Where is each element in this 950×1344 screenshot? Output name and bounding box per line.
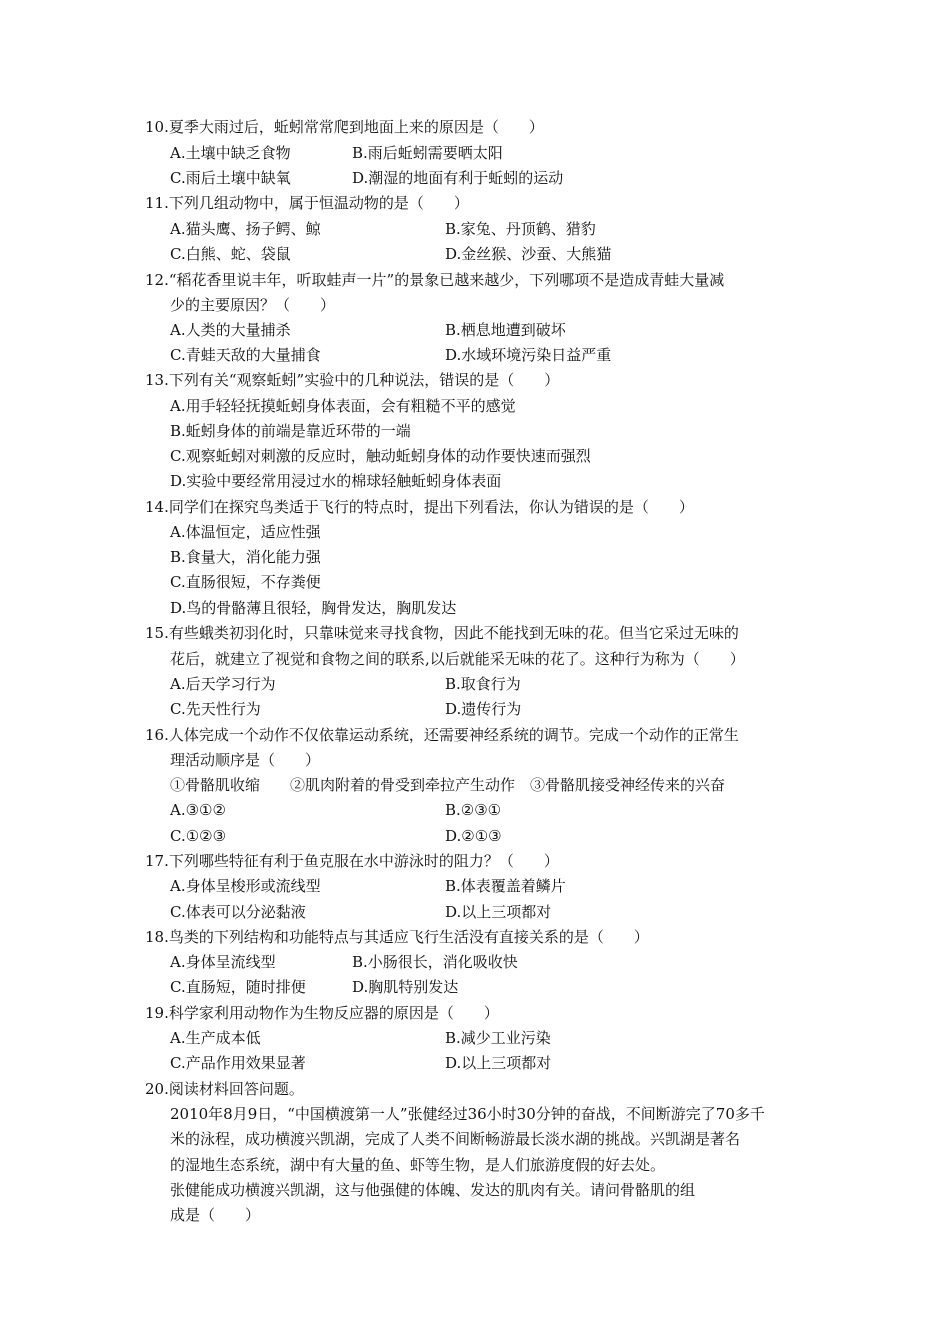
question-10-option-b: B.雨后蚯蚓需要晒太阳 xyxy=(352,144,503,162)
reading-material-line-2: 米的泳程，成功横渡兴凯湖，完成了人类不间断畅游最长淡水湖的挑战。兴凯湖是著名 xyxy=(170,1130,741,1148)
question-13-option-b: B.蚯蚓身体的前端是靠近环带的一端 xyxy=(170,422,411,440)
question-13-option-a: A.用手轻轻抚摸蚯蚓身体表面，会有粗糙不平的感觉 xyxy=(170,397,516,415)
question-11-option-b: B.家兔、丹顶鹤、猎豹 xyxy=(445,220,596,238)
question-14-stem: 14.同学们在探究鸟类适于飞行的特点时，提出下列看法，你认为错误的是（ ） xyxy=(145,498,694,516)
question-15-option-a: A.后天学习行为 xyxy=(170,675,276,693)
question-17-option-b: B.体表覆盖着鳞片 xyxy=(445,877,566,895)
question-17-option-c: C.体表可以分泌黏液 xyxy=(170,903,306,921)
question-15-stem-line-2: 花后，就建立了视觉和食物之间的联系,以后就能采无味的花了。这种行为称为（ ） xyxy=(170,650,745,668)
question-17-option-a: A.身体呈梭形或流线型 xyxy=(170,877,321,895)
question-19-option-a: A.生产成本低 xyxy=(170,1029,261,1047)
question-12-option-c: C.青蛙天敌的大量捕食 xyxy=(170,346,321,364)
question-13-option-d: D.实验中要经常用浸过水的棉球轻触蚯蚓身体表面 xyxy=(170,472,502,490)
question-16-sequence-items: ①骨骼肌收缩 ②肌肉附着的骨受到牵拉产生动作 ③骨骼肌接受神经传来的兴奋 xyxy=(170,776,726,794)
question-18-option-b: B.小肠很长，消化吸收快 xyxy=(352,953,518,971)
question-17-option-d: D.以上三项都对 xyxy=(445,903,552,921)
question-14-option-a: A.体温恒定，适应性强 xyxy=(170,523,321,541)
question-10-option-a: A.土壤中缺乏食物 xyxy=(170,144,291,162)
question-18-option-d: D.胸肌特别发达 xyxy=(352,978,459,996)
question-14-option-d: D.鸟的骨骼薄且很轻，胸骨发达，胸肌发达 xyxy=(170,599,457,617)
question-15-option-c: C.先天性行为 xyxy=(170,700,261,718)
reading-material-line-5: 成是（ ） xyxy=(170,1206,261,1224)
question-11-option-a: A.猫头鹰、扬子鳄、鲸 xyxy=(170,220,321,238)
question-19-option-c: C.产品作用效果显著 xyxy=(170,1054,306,1072)
question-16-option-d: D.②①③ xyxy=(445,827,502,845)
question-19-option-b: B.减少工业污染 xyxy=(445,1029,551,1047)
question-12-stem-line-1: 12.“稻花香里说丰年，听取蛙声一片”的景象已越来越少，下列哪项不是造成青蛙大量减 xyxy=(145,271,725,289)
question-18-option-c: C.直肠短，随时排便 xyxy=(170,978,306,996)
reading-material-line-4: 张健能成功横渡兴凯湖，这与他强健的体魄、发达的肌肉有关。请问骨骼肌的组 xyxy=(170,1181,696,1199)
question-15-option-b: B.取食行为 xyxy=(445,675,521,693)
reading-material-line-3: 的湿地生态系统，湖中有大量的鱼、虾等生物，是人们旅游度假的好去处。 xyxy=(170,1156,666,1174)
question-16-stem-line-2: 理活动顺序是（ ） xyxy=(170,751,321,769)
question-11-option-d: D.金丝猴、沙蚕、大熊猫 xyxy=(445,245,612,263)
question-18-stem: 18.鸟类的下列结构和功能特点与其适应飞行生活没有直接关系的是（ ） xyxy=(145,928,649,946)
question-15-stem-line-1: 15.有些蛾类初羽化时，只靠味觉来寻找食物，因此不能找到无味的花。但当它采过无味的 xyxy=(145,624,739,642)
reading-material-line-1: 2010年8月9日，“中国横渡第一人”张健经过36小时30分钟的奋战，不间断游完了70多千 xyxy=(170,1105,765,1123)
question-12-option-b: B.栖息地遭到破坏 xyxy=(445,321,566,339)
question-16-option-a: A.③①② xyxy=(170,801,226,819)
question-15-option-d: D.遗传行为 xyxy=(445,700,522,718)
question-11-option-c: C.白熊、蛇、袋鼠 xyxy=(170,245,291,263)
question-16-option-c: C.①②③ xyxy=(170,827,227,845)
question-10-option-d: D.潮湿的地面有利于蚯蚓的运动 xyxy=(352,169,564,187)
question-10-option-c: C.雨后土壤中缺氧 xyxy=(170,169,291,187)
question-16-option-b: B.②③① xyxy=(445,801,502,819)
question-13-option-c: C.观察蚯蚓对刺激的反应时，触动蚯蚓身体的动作要快速而强烈 xyxy=(170,447,591,465)
question-19-option-d: D.以上三项都对 xyxy=(445,1054,552,1072)
question-20-stem: 20.阅读材料回答问题。 xyxy=(145,1080,304,1098)
question-18-option-a: A.身体呈流线型 xyxy=(170,953,276,971)
question-12-stem-line-2: 少的主要原因？（ ） xyxy=(170,296,336,314)
question-16-stem-line-1: 16.人体完成一个动作不仅依靠运动系统，还需要神经系统的调节。完成一个动作的正常生 xyxy=(145,726,739,744)
question-12-option-a: A.人类的大量捕杀 xyxy=(170,321,291,339)
question-17-stem: 17.下列哪些特征有利于鱼克服在水中游泳时的阻力？（ ） xyxy=(145,852,559,870)
question-11-stem: 11.下列几组动物中，属于恒温动物的是（ ） xyxy=(145,194,469,212)
question-14-option-c: C.直肠很短，不存粪便 xyxy=(170,573,321,591)
question-19-stem: 19.科学家利用动物作为生物反应器的原因是（ ） xyxy=(145,1004,499,1022)
question-13-stem: 13.下列有关“观察蚯蚓”实验中的几种说法，错误的是（ ） xyxy=(145,371,560,389)
question-14-option-b: B.食量大，消化能力强 xyxy=(170,548,321,566)
question-10-stem: 10.夏季大雨过后，蚯蚓常常爬到地面上来的原因是（ ） xyxy=(145,118,544,136)
question-12-option-d: D.水域环境污染日益严重 xyxy=(445,346,612,364)
